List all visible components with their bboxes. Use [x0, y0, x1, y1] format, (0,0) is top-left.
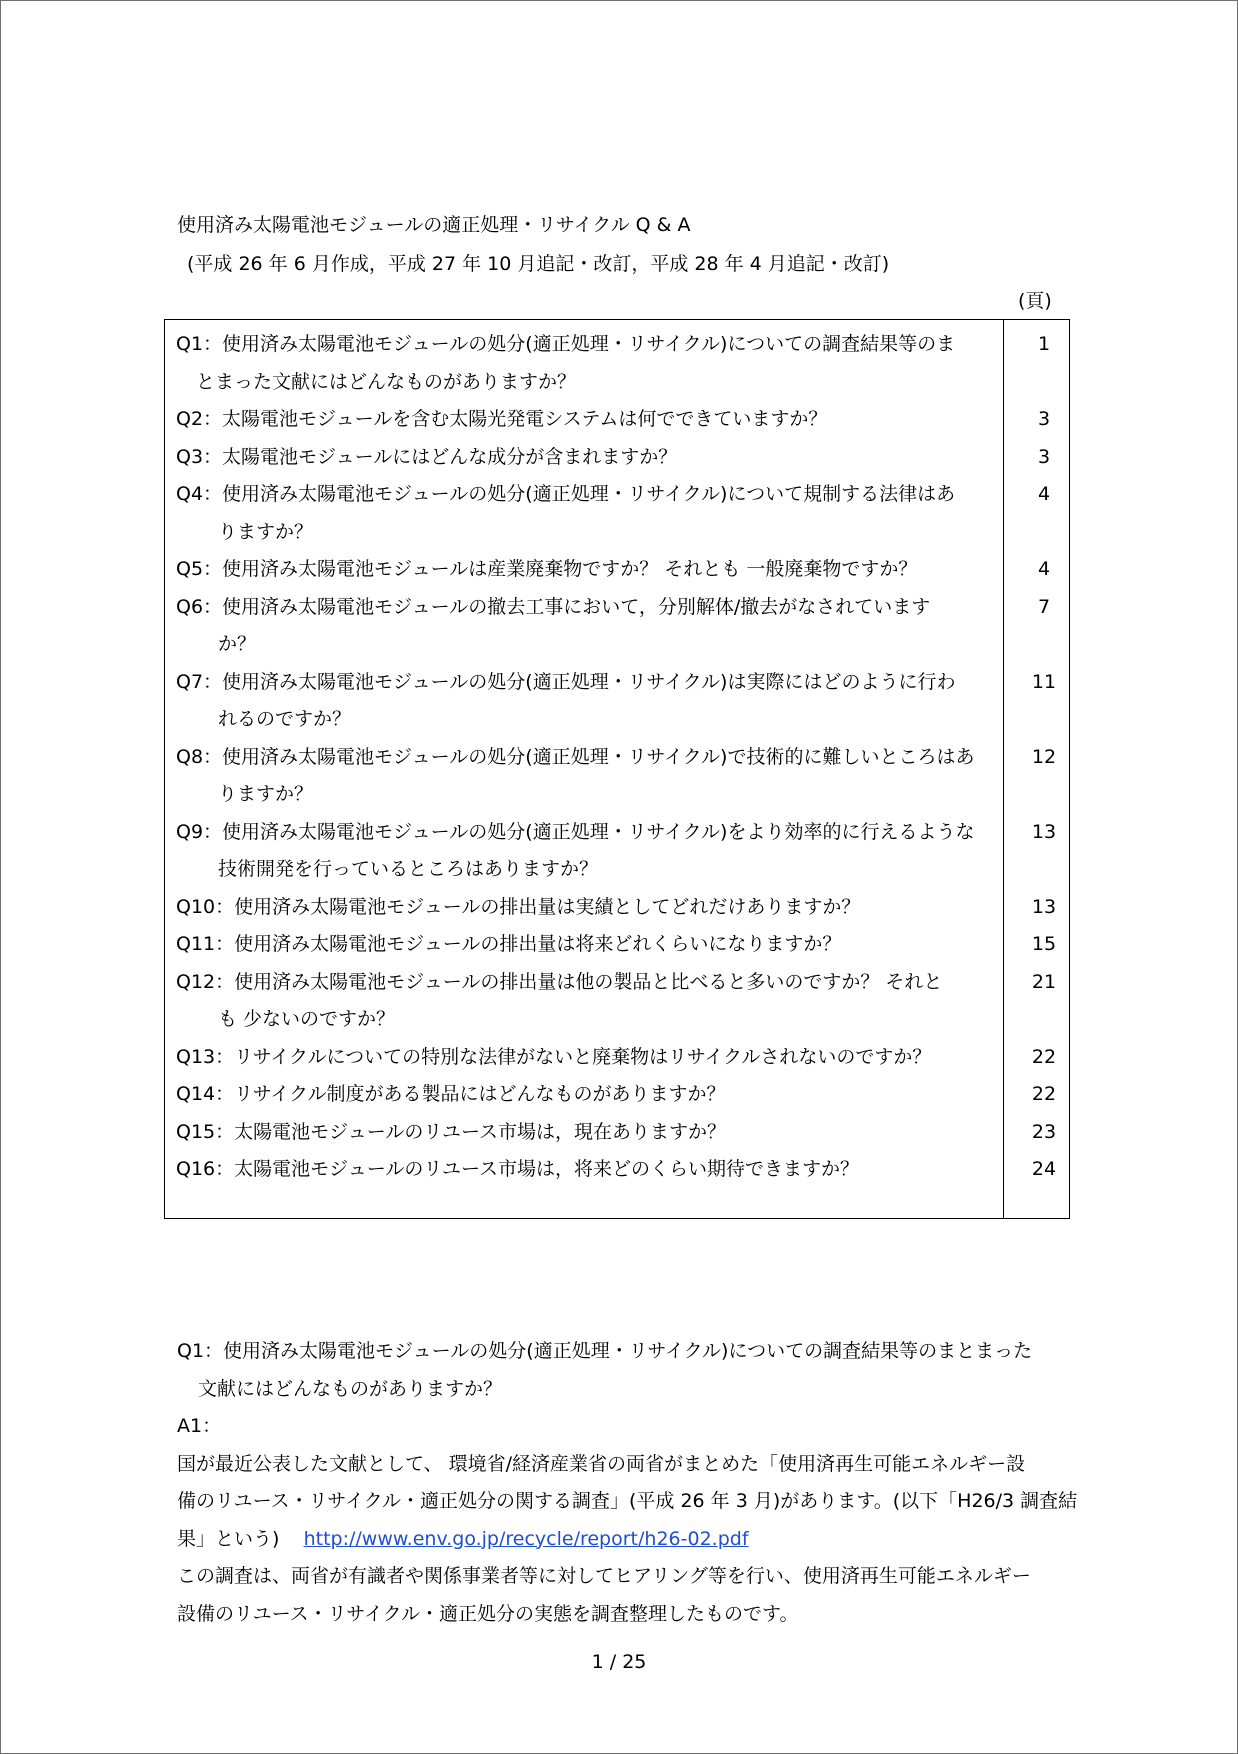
report-pdf-link[interactable]: http://www.env.go.jp/recycle/report/h26-02.pdf	[303, 1527, 749, 1550]
toc-page-number: 22	[1031, 1045, 1057, 1068]
toc-question-line1: Q9：使用済み太陽電池モジュールの処分(適正処理・リサイクル)をより効率的に行えるような	[176, 820, 975, 843]
document-title: 使用済み太陽電池モジュールの適正処理・リサイクル Q & A	[177, 214, 691, 236]
toc-question-line1: Q10：使用済み太陽電池モジュールの排出量は実績としてどれだけありますか？	[176, 895, 861, 918]
toc-question-line2: か？	[218, 633, 257, 655]
toc-row[interactable]	[176, 1076, 1066, 1114]
toc-row[interactable]	[176, 664, 1066, 739]
toc-question-line2: りますか？	[218, 783, 314, 805]
toc-question	[176, 551, 996, 589]
toc-page-number: 22	[1031, 1083, 1057, 1105]
answer-paragraph1-line2: 備のリユース・リサイクル・適正処分の関する調査」(平成 26 年 3 月)があります。(以下「H26/3 調査結	[177, 1490, 1078, 1512]
answer-paragraph1-line3-text: 果」という)	[177, 1527, 280, 1550]
toc-row[interactable]	[176, 401, 1066, 439]
toc-question	[176, 439, 996, 477]
toc-question-line1: Q1：使用済み太陽電池モジュールの処分(適正処理・リサイクル)についての調査結果等のま	[176, 333, 956, 355]
answer-paragraph2-line1: この調査は、両省が有識者や関係事業者等に対してヒアリング等を行い、使用済再生可能エネルギー	[177, 1565, 1031, 1587]
page-indicator: 1 / 25	[591, 1651, 647, 1673]
toc-question	[176, 1151, 996, 1189]
toc-question	[176, 1039, 996, 1077]
toc-question-line2: 技術開発を行っているところはありますか？	[218, 858, 599, 880]
toc-page-number: 3	[1037, 408, 1051, 430]
toc-row[interactable]	[176, 964, 1066, 1039]
toc-page-number: 13	[1031, 820, 1057, 843]
document-revision-history: (平成 26 年 6 月作成，平成 27 年 10 月追記・改訂，平成 28 年 4 月追記・改訂)	[187, 253, 890, 275]
toc-row[interactable]	[176, 589, 1066, 664]
question-heading-line2: 文献にはどんなものがありますか？	[198, 1377, 503, 1400]
toc-page-number: 21	[1031, 970, 1057, 993]
toc-question	[176, 1114, 996, 1152]
toc-question-line1: Q5：使用済み太陽電池モジュールは産業廃棄物ですか？ それとも 一般廃棄物ですか？	[176, 558, 918, 580]
toc-question-line1: Q4：使用済み太陽電池モジュールの処分(適正処理・リサイクル)について規制する法律はあ	[176, 483, 956, 505]
toc-question	[176, 326, 996, 401]
toc-question	[176, 589, 996, 664]
toc-question-line2: とまった文献にはどんなものがありますか？	[196, 370, 577, 393]
page-column-label: (頁)	[1018, 290, 1052, 312]
toc-page-number: 15	[1031, 933, 1057, 955]
toc-question-line1: Q16：太陽電池モジュールのリユース市場は，将来どのくらい期待できますか？	[176, 1158, 860, 1180]
answer-paragraph2-line2: 設備のリユース・リサイクル・適正処分の実態を調査整理したものです。	[177, 1602, 799, 1625]
toc-question-line2: も 少ないのですか？	[218, 1008, 396, 1030]
toc-row[interactable]	[176, 1114, 1066, 1152]
toc-question-line1: Q13：リサイクルについての特別な法律がないと廃棄物はリサイクルされないのですか？	[176, 1045, 932, 1068]
toc-question-line1: Q11：使用済み太陽電池モジュールの排出量は将来どれくらいになりますか？	[176, 933, 842, 955]
toc-page-number: 24	[1031, 1158, 1057, 1180]
toc-page-number: 23	[1031, 1120, 1057, 1143]
section-q1	[177, 1333, 1077, 1633]
toc-page-number: 11	[1031, 670, 1057, 693]
toc-row[interactable]	[176, 739, 1066, 814]
toc-question	[176, 1076, 996, 1114]
toc-question-line1: Q7：使用済み太陽電池モジュールの処分(適正処理・リサイクル)は実際にはどのように行わ	[176, 670, 956, 693]
toc-row[interactable]	[176, 889, 1066, 927]
toc-page-number: 4	[1037, 558, 1051, 580]
toc-question-line1: Q2：太陽電池モジュールを含む太陽光発電システムは何でできていますか？	[176, 408, 828, 430]
toc-question	[176, 964, 996, 1039]
toc-question-line1: Q3：太陽電池モジュールにはどんな成分が含まれますか？	[176, 445, 678, 468]
toc-page-number: 4	[1037, 483, 1051, 505]
answer-paragraph1-line1: 国が最近公表した文献として、 環境省/経済産業省の両省がまとめた「使用済再生可能エネルギー設	[177, 1452, 1026, 1475]
toc-row[interactable]	[176, 814, 1066, 889]
toc-question	[176, 926, 996, 964]
toc-question-line2: りますか？	[218, 520, 314, 543]
toc-row[interactable]	[176, 476, 1066, 551]
toc-question	[176, 814, 996, 889]
toc-question-line1: Q12：使用済み太陽電池モジュールの排出量は他の製品と比べると多いのですか？ それと	[176, 970, 943, 993]
toc-row[interactable]	[176, 551, 1066, 589]
toc-question	[176, 401, 996, 439]
toc-row[interactable]	[176, 926, 1066, 964]
answer-paragraph1-line3	[177, 1521, 1077, 1559]
question-heading-line1: Q1：使用済み太陽電池モジュールの処分(適正処理・リサイクル)についての調査結果等のまとまった	[177, 1340, 1033, 1362]
toc-list	[176, 326, 1066, 1189]
toc-question-line1: Q15：太陽電池モジュールのリユース市場は，現在ありますか？	[176, 1120, 727, 1143]
toc-row[interactable]	[176, 1151, 1066, 1189]
toc-question-line1: Q14：リサイクル制度がある製品にはどんなものがありますか？	[176, 1083, 726, 1105]
toc-page-number: 3	[1037, 445, 1051, 468]
toc-question	[176, 664, 996, 739]
toc-question-line1: Q8：使用済み太陽電池モジュールの処分(適正処理・リサイクル)で技術的に難しいところはあ	[176, 745, 975, 768]
toc-page-number: 13	[1031, 895, 1057, 918]
toc-question	[176, 476, 996, 551]
toc-page-number: 12	[1031, 745, 1057, 768]
toc-question-line1: Q6：使用済み太陽電池モジュールの撤去工事において，分別解体/撤去がなされています	[176, 595, 931, 618]
toc-row[interactable]	[176, 1039, 1066, 1077]
toc-row[interactable]	[176, 326, 1066, 401]
toc-question-line2: れるのですか？	[218, 708, 352, 730]
toc-page-number: 7	[1037, 595, 1051, 618]
table-of-contents	[164, 319, 1070, 1219]
answer-label: A1：	[177, 1415, 222, 1437]
toc-question	[176, 889, 996, 927]
toc-page-number: 1	[1037, 333, 1051, 355]
toc-row[interactable]	[176, 439, 1066, 477]
toc-question	[176, 739, 996, 814]
